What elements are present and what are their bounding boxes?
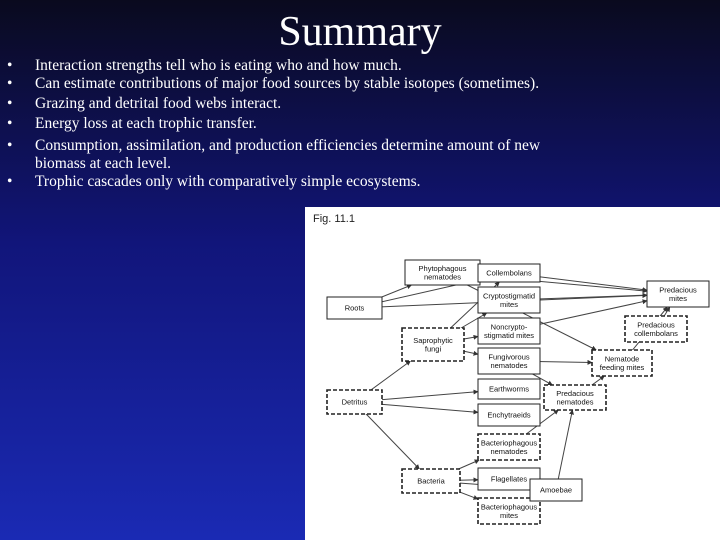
node-label: stigmatid mites bbox=[483, 330, 535, 340]
node-collembolans bbox=[478, 264, 540, 282]
node-label: nematodes bbox=[556, 397, 594, 407]
bullet-item bbox=[0, 75, 720, 95]
node-label: Predacious bbox=[659, 285, 697, 295]
bullet-list bbox=[0, 57, 720, 191]
node-label: Detritus bbox=[341, 397, 368, 407]
bullet-text-line: Consumption, assimilation, and production efficiencies determine amount of new bbox=[35, 137, 541, 154]
bullet-text: Trophic cascades only with comparatively simple ecosystems. bbox=[35, 173, 421, 190]
node-label: nematodes bbox=[490, 360, 528, 370]
node-label: mites bbox=[500, 299, 518, 309]
food-web-figure bbox=[305, 207, 720, 540]
bullet-dot: • bbox=[7, 57, 13, 74]
node-label: Fungivorous bbox=[488, 352, 530, 362]
node-label: Predacious bbox=[556, 388, 594, 398]
node-label: Bacteriophagous bbox=[480, 438, 538, 448]
figure-caption: Fig. 11.1 bbox=[313, 213, 355, 225]
bullet-item bbox=[0, 137, 720, 173]
food-web-arrow bbox=[556, 410, 572, 490]
bullet-text: Interaction strengths tell who is eating who and how much. bbox=[35, 57, 402, 74]
bullet-text: Energy loss at each trophic transfer. bbox=[35, 115, 257, 132]
node-label: Bacteriophagous bbox=[480, 502, 538, 512]
node-phytophagous-nematodes bbox=[405, 260, 480, 285]
food-web-diagram bbox=[305, 207, 720, 540]
node-label: Enchytraeids bbox=[487, 410, 531, 420]
node-bacteriophagous-mites bbox=[478, 498, 540, 524]
node-label: Flagellates bbox=[490, 474, 528, 484]
node-predacious-mites bbox=[647, 281, 709, 307]
bullet-item bbox=[0, 95, 720, 115]
bullet-item bbox=[0, 57, 720, 75]
node-label: Roots bbox=[344, 303, 365, 313]
bullet-text bbox=[35, 137, 635, 173]
node-label: Cryptostigmatid bbox=[482, 291, 536, 301]
bullet-dot: • bbox=[7, 137, 13, 154]
slide-title: Summary bbox=[278, 9, 442, 55]
node-label: mites bbox=[500, 510, 518, 520]
node-bacteriophagous-nematodes bbox=[478, 434, 540, 460]
node-detritus bbox=[327, 390, 382, 414]
node-label: Phytophagous bbox=[418, 263, 467, 273]
node-amoebae bbox=[530, 479, 582, 501]
node-fungivorous-nematodes bbox=[478, 348, 540, 374]
node-label: nematodes bbox=[490, 446, 528, 456]
node-predacious-nematodes bbox=[544, 385, 606, 410]
bullet-dot: • bbox=[7, 115, 13, 132]
node-earthworms bbox=[478, 379, 540, 399]
bullet-text: Grazing and detrital food webs interact. bbox=[35, 95, 282, 112]
node-label: Collembolans bbox=[486, 268, 532, 278]
bullet-item bbox=[0, 173, 720, 191]
bullet-dot: • bbox=[7, 95, 13, 112]
bullet-text-line: biomass at each level. bbox=[35, 155, 172, 172]
node-nematode-feeding-mites bbox=[592, 350, 652, 376]
bullet-dot: • bbox=[7, 75, 13, 92]
node-bacteria bbox=[402, 469, 460, 493]
node-label: Bacteria bbox=[417, 476, 445, 486]
node-cryptostigmatid-mites bbox=[478, 287, 540, 313]
node-label: Noncrypto- bbox=[490, 322, 528, 332]
node-predacious-collembolans bbox=[625, 316, 687, 342]
bullet-text: Can estimate contributions of major food sources by stable isotopes (sometimes). bbox=[35, 75, 540, 92]
node-label: nematodes bbox=[423, 272, 462, 282]
node-label: feeding mites bbox=[599, 362, 645, 372]
node-label: Earthworms bbox=[488, 384, 530, 394]
node-noncryptostigmatid-mites bbox=[478, 318, 540, 344]
node-label: Saprophytic bbox=[413, 335, 453, 345]
node-label: Nematode bbox=[604, 354, 640, 364]
node-roots bbox=[327, 297, 382, 319]
food-web-nodes bbox=[327, 260, 709, 524]
node-label: collembolans bbox=[634, 328, 678, 338]
bullet-dot: • bbox=[7, 173, 13, 190]
node-label: mites bbox=[669, 293, 687, 303]
node-enchytraeids bbox=[478, 404, 540, 426]
node-label: Amoebae bbox=[539, 485, 573, 495]
node-label: Predacious bbox=[637, 320, 675, 330]
bullet-item bbox=[0, 115, 720, 137]
node-label: fungi bbox=[424, 344, 442, 354]
node-saprophytic-fungi bbox=[402, 328, 464, 361]
